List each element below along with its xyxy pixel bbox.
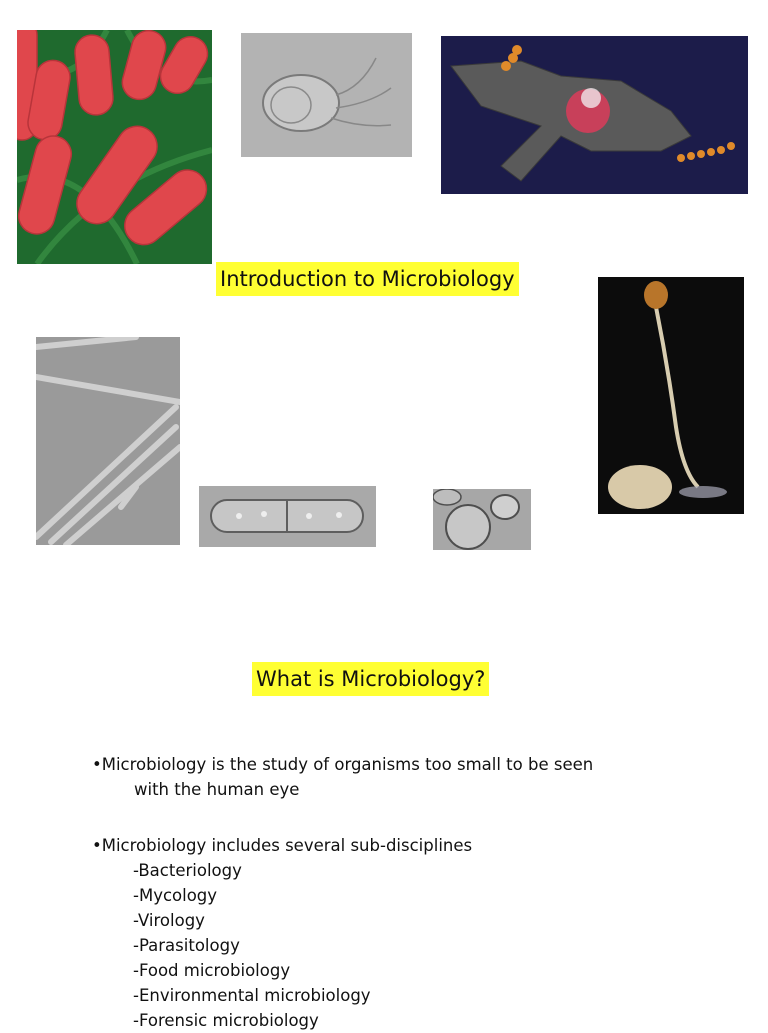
macrophage-bacteria-photo — [441, 36, 748, 194]
slime-mold-fruiting-body-photo — [598, 277, 744, 514]
bullet-subdisciplines: •Microbiology includes several sub-disciplines — [92, 836, 473, 855]
subdiscipline-item: -Bacteriology — [133, 861, 242, 880]
subdiscipline-item: -Food microbiology — [133, 961, 291, 980]
bullet-list — [92, 752, 692, 1033]
subdiscipline-item: -Environmental microbiology — [133, 986, 371, 1005]
slide1-title: Introduction to Microbiology — [216, 262, 519, 296]
bullet-definition: •Microbiology is the study of organisms too small to be seen — [92, 755, 594, 774]
dividing-bacterium-photo — [199, 486, 376, 547]
filamentous-bacteria-photo — [36, 337, 180, 545]
budding-yeast-photo — [433, 489, 531, 550]
subdiscipline-item: -Parasitology — [133, 936, 240, 955]
subdiscipline-item: -Virology — [133, 911, 205, 930]
slide2-title: What is Microbiology? — [252, 662, 489, 696]
bullet-definition-continued: with the human eye — [134, 780, 300, 799]
e-coli-bacteria-photo — [17, 30, 212, 264]
subdiscipline-item: -Mycology — [133, 886, 218, 905]
giardia-protozoan-photo — [241, 33, 412, 157]
subdiscipline-item: -Forensic microbiology — [133, 1011, 319, 1030]
